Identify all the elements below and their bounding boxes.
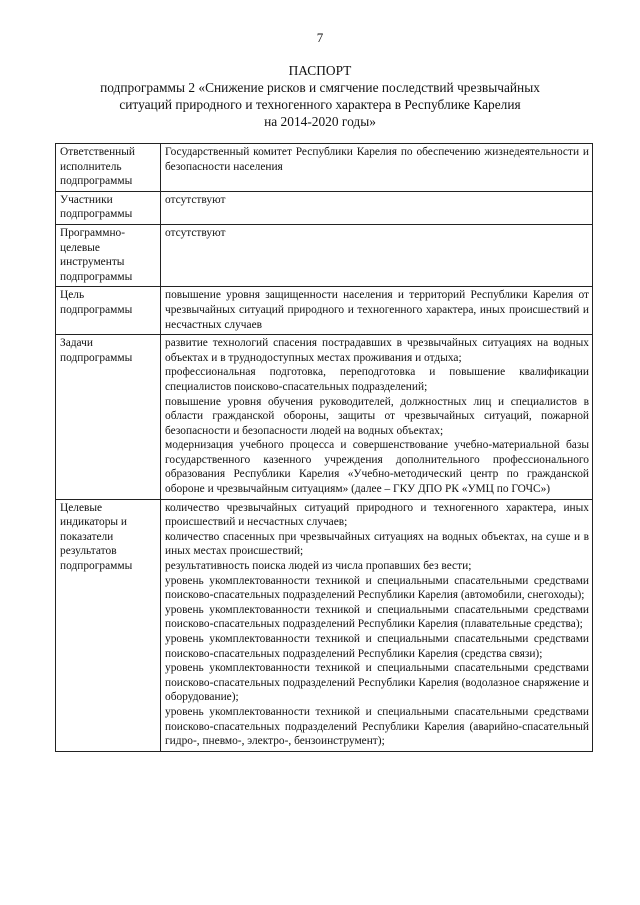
content-paragraph: отсутствуют	[165, 193, 226, 206]
title-line-2: подпрограммы 2 «Снижение рисков и смягчение последствий чрезвычайных	[100, 80, 540, 95]
content-paragraph: повышение уровня обучения руководителей, должностных лиц и специалистов в области гражданской обороны, защиты от чрезвычайных ситуаций, пожарной безопасности и безопасности людей на водных объектах;	[165, 395, 589, 437]
table-row	[56, 287, 593, 335]
content-paragraph: развитие технологий спасения пострадавших в чрезвычайных ситуациях на водных объектах и в труднодоступных местах проживания и отдыха;	[165, 337, 589, 364]
content-paragraph: результативность поиска людей из числа пропавших без вести;	[165, 560, 472, 573]
content-paragraph: уровень укомплектованности техникой и специальными спасательными средствами поисково-спасательных подразделений Республики Карелия (автомобили, снегоходы);	[165, 574, 589, 602]
content-paragraph: Государственный комитет Республики Карелия по обеспечению жизнедеятельности и безопасности населения	[165, 146, 589, 173]
content-paragraph: уровень укомплектованности техникой и специальными спасательными средствами поисково-спасательных подразделений Республики Карелия (водолазное снаряжение и оборудование);	[165, 662, 589, 704]
row-label: Задачи подпрограммы	[56, 335, 161, 500]
content-paragraph: уровень укомплектованности техникой и специальными спасательными средствами поисково-спасательных подразделений Республики Карелия (плавательные средства);	[165, 603, 589, 631]
row-content	[161, 191, 593, 224]
content-paragraph: отсутствуют	[165, 226, 226, 239]
content-paragraph: уровень укомплектованности техникой и специальными спасательными средствами поисково-спасательных подразделений Республики Карелия (аварийно-спасательный гидро-, пневмо-, электро-, бензоинструмент);	[165, 705, 589, 748]
row-label: Целевые индикаторы и показатели результатов подпрограммы	[56, 499, 161, 751]
table-row	[56, 499, 593, 751]
row-content	[161, 335, 593, 500]
table-row	[56, 144, 593, 192]
title-line-4: на 2014-2020 годы»	[264, 114, 376, 129]
passport-table	[55, 143, 593, 752]
content-paragraph: количество чрезвычайных ситуаций природного и техногенного характера, иных происшествий и несчастных случаев;	[165, 501, 589, 529]
row-label: Ответственный исполнитель подпрограммы	[56, 144, 161, 192]
table-row	[56, 224, 593, 286]
table-row	[56, 335, 593, 500]
table-row	[56, 191, 593, 224]
content-paragraph: модернизация учебного процесса и совершенствование учебно-материальной базы государственного казенного учреждения дополнительного профессионального образования Республики Карелия «Учебно-методический центр по гражданской обороне и чрезвычайным ситуациям» (далее – ГКУ ДПО РК «УМЦ по ГОЧС»)	[165, 439, 589, 496]
title-line-1: ПАСПОРТ	[288, 63, 352, 78]
passport-title	[0, 62, 640, 130]
row-label: Участники подпрограммы	[56, 191, 161, 224]
title-line-3: ситуаций природного и техногенного характера в Республике Карелия	[119, 97, 521, 112]
row-label: Программно-целевые инструменты подпрограммы	[56, 224, 161, 286]
content-paragraph: повышение уровня защищенности населения и территорий Республики Карелия от чрезвычайных ситуаций природного и техногенного характера, иных происшествий и несчастных случаев	[165, 289, 589, 331]
page-number: 7	[316, 30, 324, 45]
row-label: Цель подпрограммы	[56, 287, 161, 335]
content-paragraph: количество спасенных при чрезвычайных ситуациях на водных объектах, на суше и в иных местах происшествий;	[165, 530, 589, 558]
content-paragraph: уровень укомплектованности техникой и специальными спасательными средствами поисково-спасательных подразделений Республики Карелия (средства связи);	[165, 633, 589, 660]
row-content	[161, 287, 593, 335]
row-content	[161, 499, 593, 751]
row-content	[161, 224, 593, 286]
row-content	[161, 144, 593, 192]
content-paragraph: профессиональная подготовка, переподготовка и повышение квалификации специалистов поисково-спасательных подразделений;	[165, 366, 589, 393]
